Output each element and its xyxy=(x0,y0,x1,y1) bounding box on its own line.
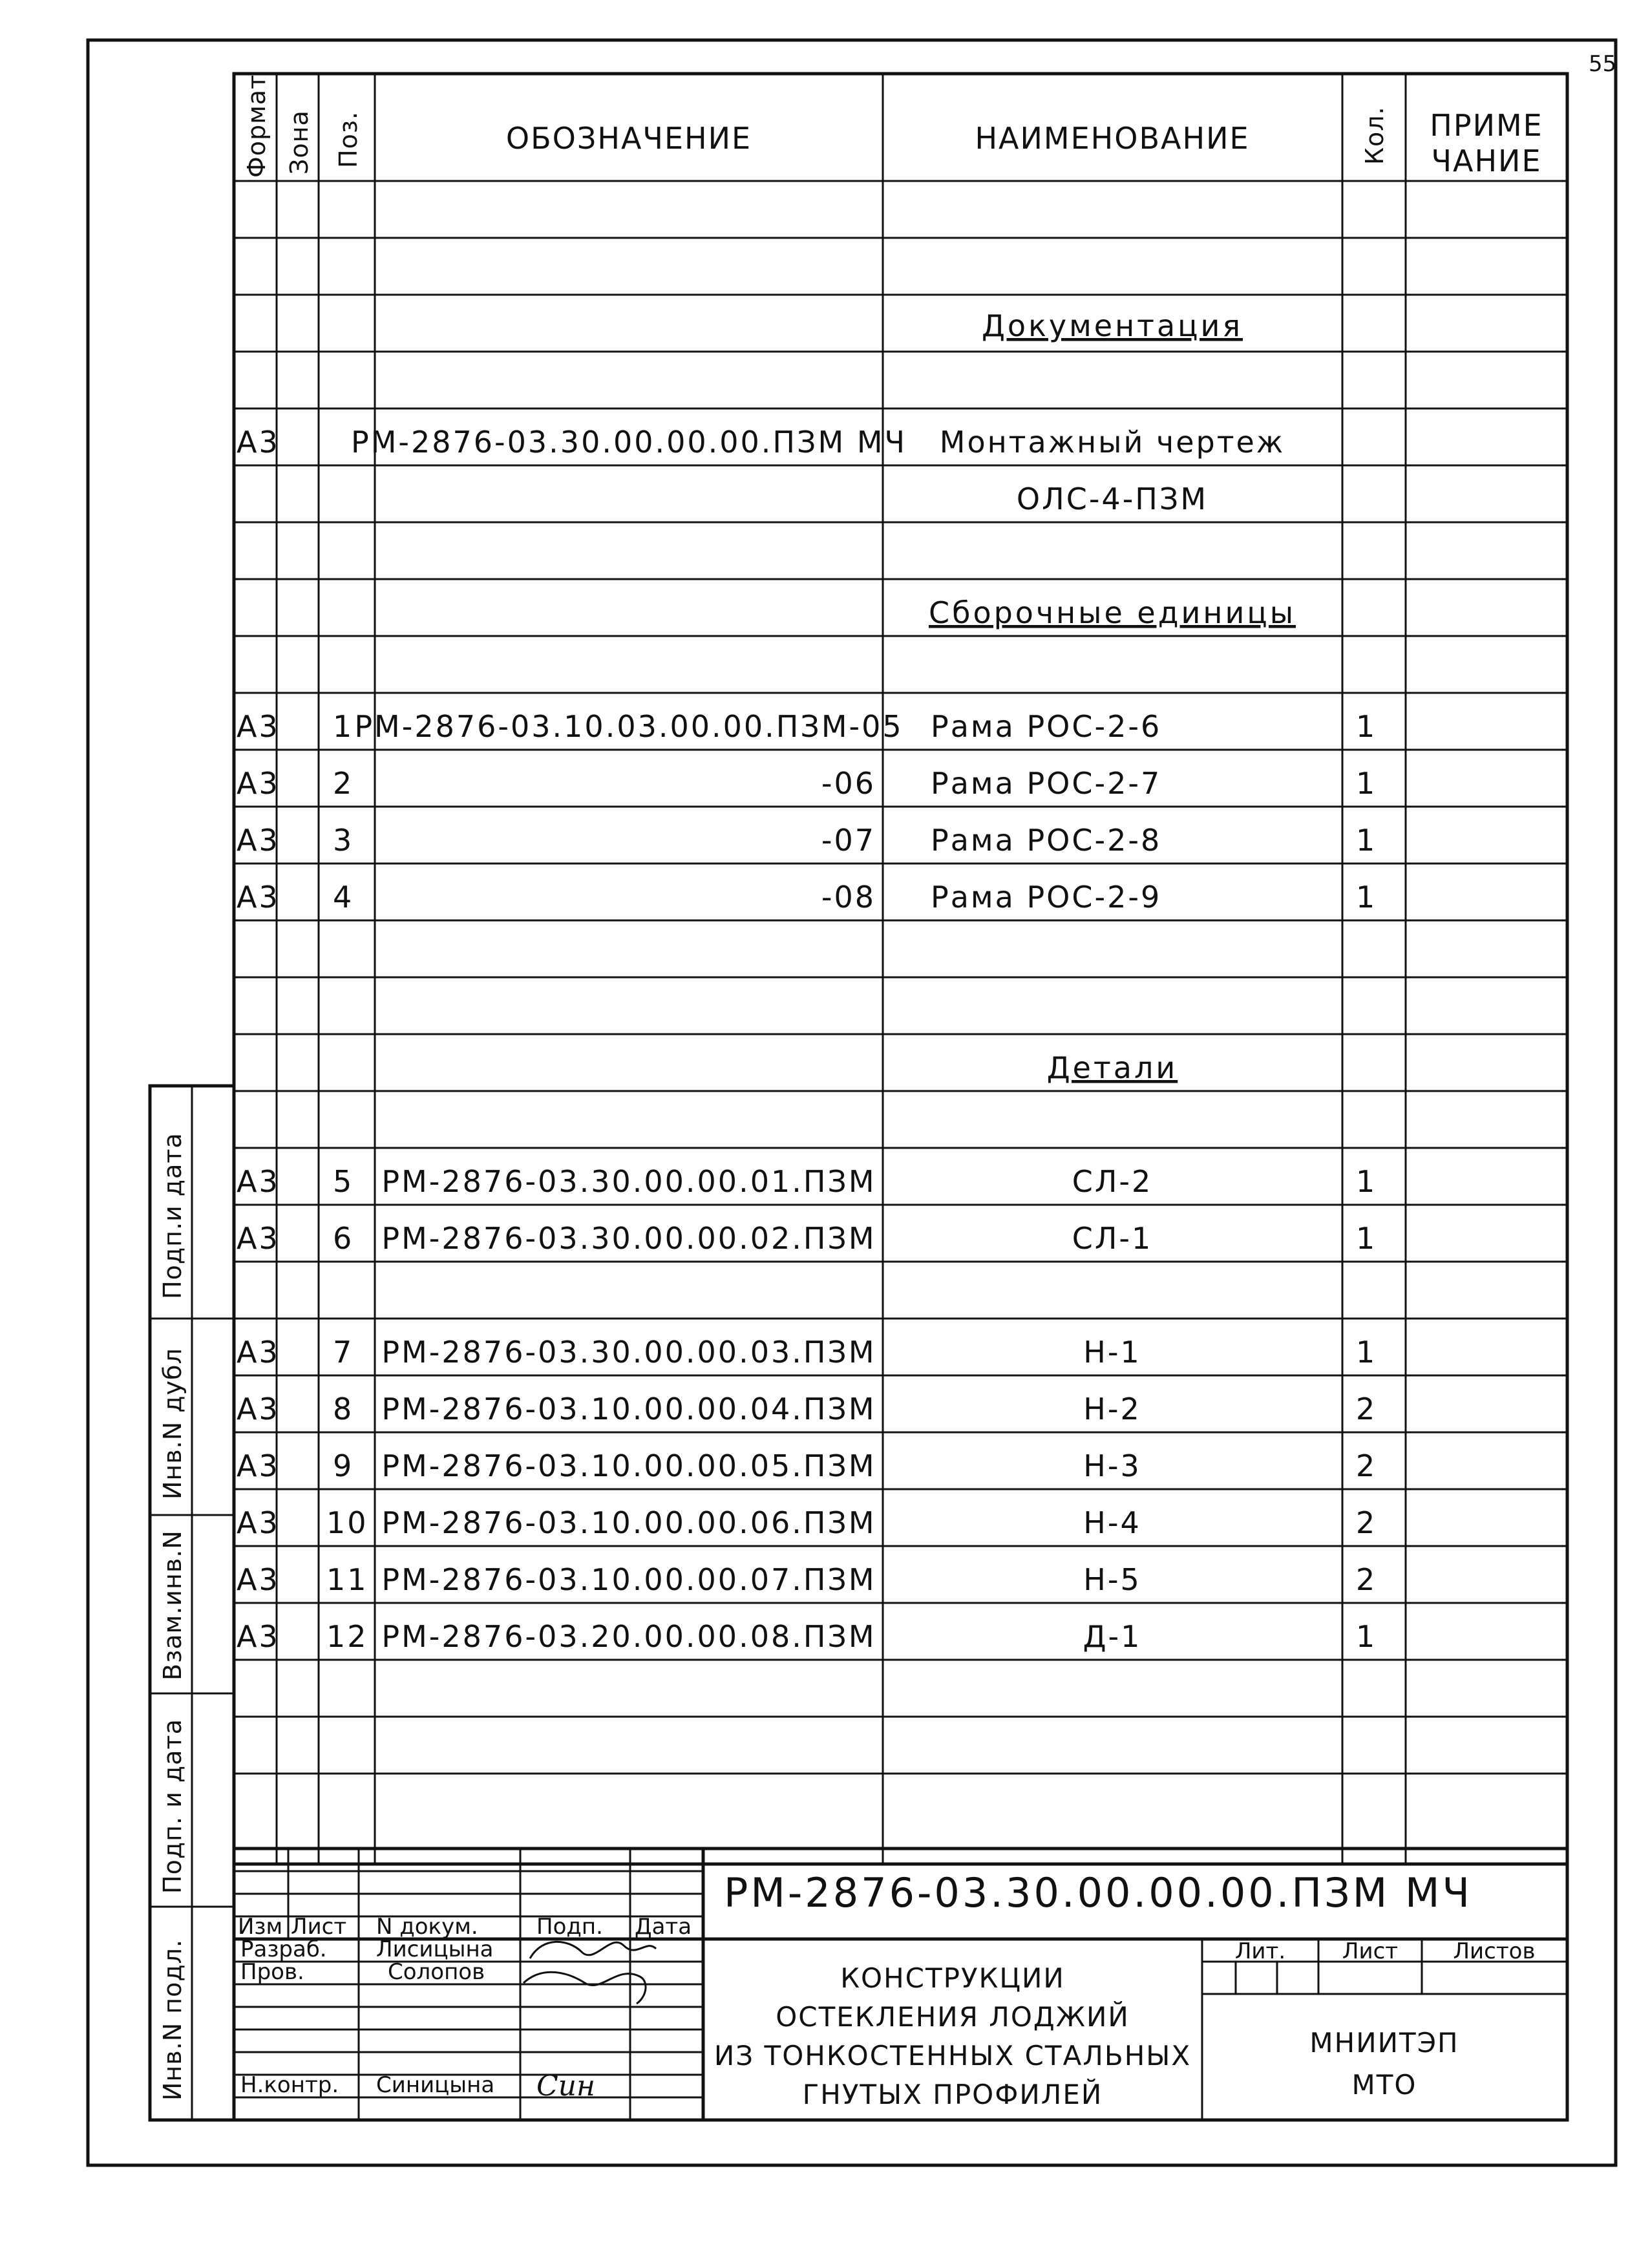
side-inv-dubl: Инв.N дубл xyxy=(158,1348,187,1500)
section-parts: Детали xyxy=(1046,1050,1178,1085)
svg-text:2: 2 xyxy=(1356,1505,1377,1540)
header-name: НАИМЕНОВАНИЕ xyxy=(975,121,1250,156)
svg-text:А3: А3 xyxy=(237,1335,280,1370)
svg-text:Н-4: Н-4 xyxy=(1083,1505,1141,1540)
svg-text:А3: А3 xyxy=(237,709,280,744)
section-documentation: Документация xyxy=(981,308,1243,343)
col-izm: Изм xyxy=(238,1914,283,1940)
name-norm: Синицына xyxy=(376,2072,495,2098)
part-row xyxy=(237,1392,1377,1426)
svg-text:А3: А3 xyxy=(237,766,280,801)
assembly-row xyxy=(237,709,1377,744)
signature-norm: Син xyxy=(536,2070,595,2103)
doc-designation: РМ-2876-03.30.00.00.00.ПЗМ МЧ xyxy=(350,425,907,460)
doc-name: Монтажный чертеж xyxy=(939,425,1285,460)
signature-developer xyxy=(530,1942,656,1958)
role-developer: Разраб. xyxy=(240,1936,327,1962)
header-designation: ОБОЗНАЧЕНИЕ xyxy=(505,121,752,156)
side-inv-podl: Инв.N подл. xyxy=(158,1939,187,2101)
title-line-4: ГНУТЫХ ПРОФИЛЕЙ xyxy=(802,2079,1103,2110)
svg-text:А3: А3 xyxy=(237,1562,280,1597)
svg-text:Н-1: Н-1 xyxy=(1083,1335,1141,1370)
col-sign: Подп. xyxy=(536,1914,603,1940)
side-podp-data-2: Подп. и дата xyxy=(158,1719,187,1894)
svg-text:А3: А3 xyxy=(237,1392,280,1426)
svg-text:РМ-2876-03.30.00.00.01.ПЗМ: РМ-2876-03.30.00.00.01.ПЗМ xyxy=(381,1164,876,1199)
svg-text:Рама РОС-2-7: Рама РОС-2-7 xyxy=(931,766,1162,801)
svg-text:-08: -08 xyxy=(821,880,876,915)
svg-text:8: 8 xyxy=(333,1392,354,1426)
svg-text:11: 11 xyxy=(326,1562,368,1597)
col-list: Лист xyxy=(291,1914,347,1940)
part-row xyxy=(237,1164,1377,1199)
svg-text:СЛ-1: СЛ-1 xyxy=(1072,1221,1153,1256)
svg-text:А3: А3 xyxy=(237,1505,280,1540)
svg-text:РМ-2876-03.10.00.00.04.ПЗМ: РМ-2876-03.10.00.00.04.ПЗМ xyxy=(381,1392,876,1426)
col-doc: N докум. xyxy=(376,1914,478,1940)
svg-text:РМ-2876-03.20.00.00.08.ПЗМ: РМ-2876-03.20.00.00.08.ПЗМ xyxy=(381,1619,876,1654)
svg-text:1: 1 xyxy=(1356,1221,1377,1256)
svg-text:2: 2 xyxy=(1356,1562,1377,1597)
svg-text:12: 12 xyxy=(326,1619,368,1654)
header-zone: Зона xyxy=(285,110,313,175)
svg-text:Д-1: Д-1 xyxy=(1083,1619,1142,1654)
part-row xyxy=(237,1335,1377,1370)
svg-text:Н-3: Н-3 xyxy=(1083,1448,1141,1483)
header-note-line2: ЧАНИЕ xyxy=(1431,143,1542,178)
section-assemblies: Сборочные единицы xyxy=(928,595,1296,630)
part-row xyxy=(237,1619,1377,1654)
name-developer: Лисицына xyxy=(376,1936,494,1962)
name-checker: Солопов xyxy=(388,1959,485,1985)
svg-text:10: 10 xyxy=(326,1505,368,1540)
header-format: Формат xyxy=(242,74,271,178)
svg-text:-07: -07 xyxy=(821,823,876,858)
svg-text:А3: А3 xyxy=(237,823,280,858)
signature-checker xyxy=(523,1972,646,2004)
part-row xyxy=(237,1448,1377,1483)
sheets-label: Листов xyxy=(1453,1938,1536,1964)
assembly-row xyxy=(237,880,1377,915)
title-line-3: ИЗ ТОНКОСТЕННЫХ СТАЛЬНЫХ xyxy=(714,2040,1192,2072)
title-line-1: КОНСТРУКЦИИ xyxy=(840,1962,1065,1994)
svg-text:А3: А3 xyxy=(237,1619,280,1654)
role-checker: Пров. xyxy=(240,1959,304,1985)
lit-label: Лит. xyxy=(1234,1938,1286,1964)
svg-text:9: 9 xyxy=(333,1448,354,1483)
svg-text:1: 1 xyxy=(1356,1335,1377,1370)
svg-text:2: 2 xyxy=(1356,1448,1377,1483)
header-note-line1: ПРИМЕ xyxy=(1430,108,1543,143)
org-line-2: МТО xyxy=(1351,2069,1417,2101)
col-date: Дата xyxy=(635,1914,692,1940)
svg-text:РМ-2876-03.10.00.00.06.ПЗМ: РМ-2876-03.10.00.00.06.ПЗМ xyxy=(381,1505,876,1540)
svg-text:РМ-2876-03.10.00.00.05.ПЗМ: РМ-2876-03.10.00.00.05.ПЗМ xyxy=(381,1448,876,1483)
doc-code: РМ-2876-03.30.00.00.00.ПЗМ МЧ xyxy=(724,1869,1472,1916)
svg-text:5: 5 xyxy=(333,1164,354,1199)
corner-mark: 55 xyxy=(1589,51,1617,77)
svg-text:1: 1 xyxy=(333,709,354,744)
svg-text:СЛ-2: СЛ-2 xyxy=(1072,1164,1153,1199)
svg-text:1: 1 xyxy=(1356,1619,1377,1654)
svg-text:А3: А3 xyxy=(237,880,280,915)
sheet-label: Лист xyxy=(1342,1938,1399,1964)
svg-text:1: 1 xyxy=(1356,823,1377,858)
svg-text:1: 1 xyxy=(1356,766,1377,801)
svg-text:А3: А3 xyxy=(237,1448,280,1483)
part-row xyxy=(237,1221,1377,1256)
svg-text:Рама РОС-2-8: Рама РОС-2-8 xyxy=(931,823,1162,858)
org-line-1: МНИИТЭП xyxy=(1309,2027,1459,2059)
svg-text:Н-2: Н-2 xyxy=(1083,1392,1141,1426)
svg-text:1: 1 xyxy=(1356,880,1377,915)
svg-text:Рама РОС-2-9: Рама РОС-2-9 xyxy=(931,880,1162,915)
assembly-row xyxy=(237,766,1377,801)
part-row xyxy=(237,1562,1377,1597)
assembly-row xyxy=(237,823,1377,858)
header-qty: Кол. xyxy=(1360,106,1389,165)
title-line-2: ОСТЕКЛЕНИЯ ЛОДЖИЙ xyxy=(776,2001,1130,2033)
svg-text:-06: -06 xyxy=(821,766,876,801)
sheet-frame xyxy=(88,40,1616,2165)
svg-text:Н-5: Н-5 xyxy=(1083,1562,1141,1597)
doc-name-cont: ОЛС-4-ПЗМ xyxy=(1016,482,1209,516)
svg-text:4: 4 xyxy=(333,880,354,915)
role-norm: Н.контр. xyxy=(240,2072,339,2098)
svg-text:1: 1 xyxy=(1356,1164,1377,1199)
side-podp-data-1: Подп.и дата xyxy=(158,1132,187,1299)
svg-text:А3: А3 xyxy=(237,1164,280,1199)
svg-text:2: 2 xyxy=(333,766,354,801)
part-row xyxy=(237,1505,1377,1540)
svg-text:3: 3 xyxy=(333,823,354,858)
svg-text:РМ-2876-03.10.03.00.00.ПЗМ-05: РМ-2876-03.10.03.00.00.ПЗМ-05 xyxy=(354,709,904,744)
svg-text:7: 7 xyxy=(333,1335,354,1370)
svg-text:Рама РОС-2-6: Рама РОС-2-6 xyxy=(931,709,1162,744)
svg-text:6: 6 xyxy=(333,1221,354,1256)
svg-text:РМ-2876-03.10.00.00.07.ПЗМ: РМ-2876-03.10.00.00.07.ПЗМ xyxy=(381,1562,876,1597)
doc-format: А3 xyxy=(237,425,280,460)
svg-text:РМ-2876-03.30.00.00.03.ПЗМ: РМ-2876-03.30.00.00.03.ПЗМ xyxy=(381,1335,876,1370)
side-vzam-inv: Взам.инв.N xyxy=(158,1530,187,1680)
header-pos: Поз. xyxy=(334,111,363,168)
svg-text:1: 1 xyxy=(1356,709,1377,744)
svg-text:2: 2 xyxy=(1356,1392,1377,1426)
svg-text:А3: А3 xyxy=(237,1221,280,1256)
svg-text:РМ-2876-03.30.00.00.02.ПЗМ: РМ-2876-03.30.00.00.02.ПЗМ xyxy=(381,1221,876,1256)
